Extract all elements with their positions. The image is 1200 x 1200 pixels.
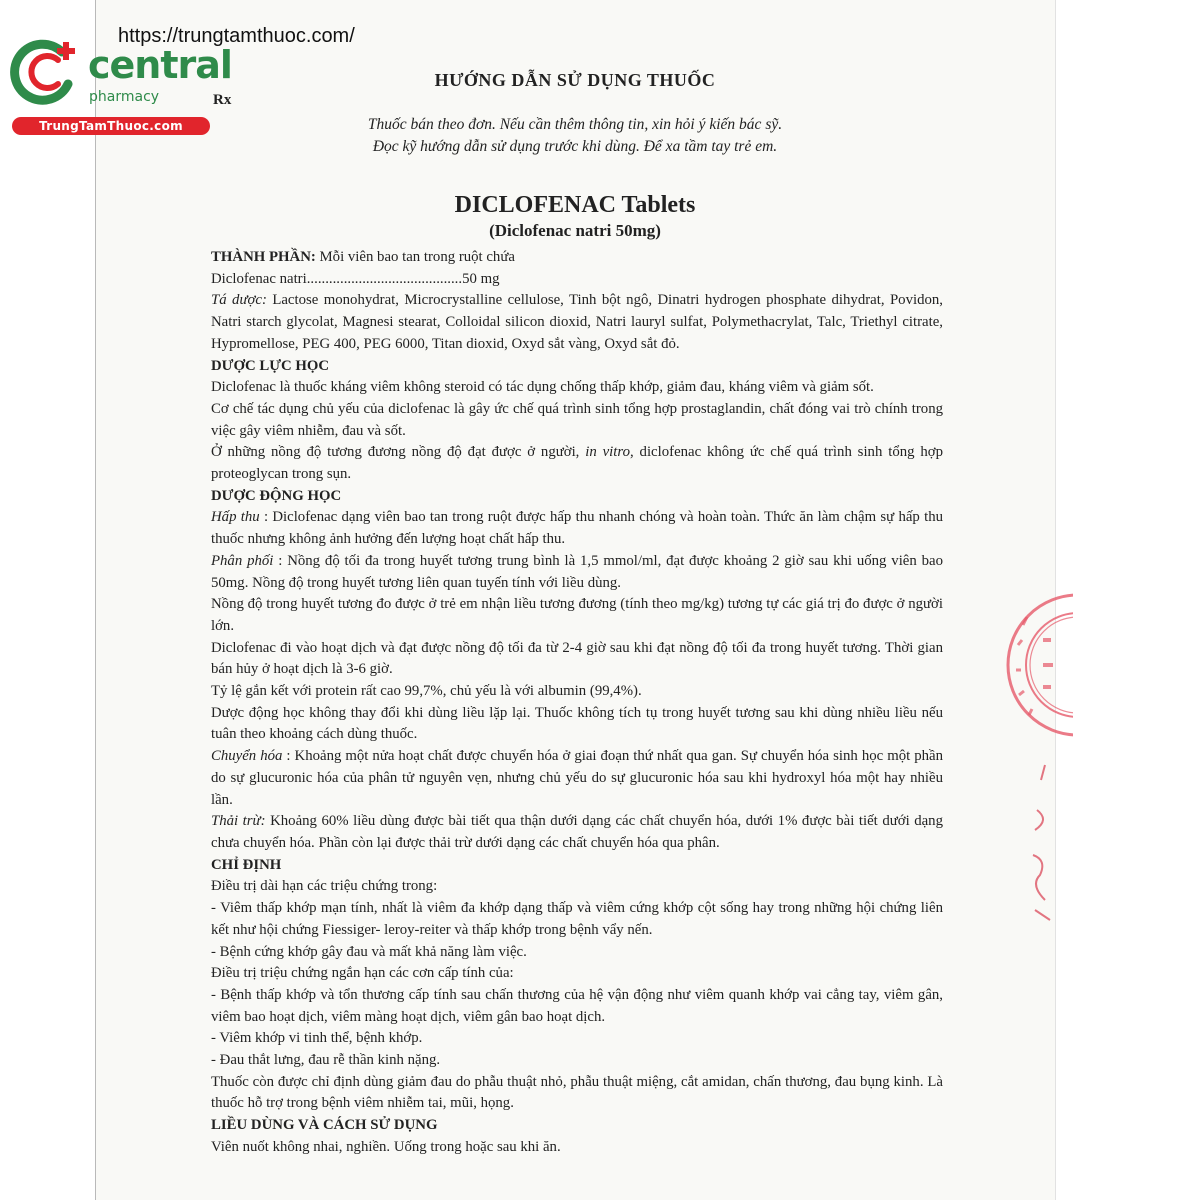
excipient-label: Tá dược: — [211, 292, 267, 309]
paragraph: Diclofenac là thuốc kháng viêm không steroid có tác dụng chống thấp khớp, giảm đau, kháng viêm và giảm sốt. — [211, 379, 874, 396]
paragraph: Thuốc còn được chỉ định dùng giảm đau do phẫu thuật nhỏ, phẫu thuật miệng, cắt amidan, chấn thương, đau bụng kinh. Là thuốc hỗ trợ trong bệnh viêm nhiễm tai, mũi, họng. — [211, 1073, 943, 1112]
paragraph: Điều trị triệu chứng ngắn hạn các cơn cấp tính của: — [211, 965, 514, 982]
distribution: Phân phối : Nồng độ tối đa trong huyết tương trung bình là 1,5 mmol/ml, đạt được khoảng 2 giờ sau khi uống viên bao 50mg. Nồng độ trong huyết tương liên quan tuyến tính với liều dùng. — [211, 552, 943, 591]
paragraph: Nồng độ trong huyết tương đo được ở trẻ em nhận liều tương đương (tính theo mg/kg) tương tự các giá trị đo được ở người lớn. — [211, 596, 943, 634]
logo-banner[interactable]: TrungTamThuoc.com — [12, 117, 210, 135]
logo-name: central — [88, 43, 232, 87]
pharmacokinetics-heading: DƯỢC ĐỘNG HỌC — [211, 487, 342, 504]
elimination: Thải trừ: Khoảng 60% liều dùng được bài tiết qua thận dưới dạng các chất chuyển hóa, dưới 1% được bài tiết dưới dạng chưa chuyển hóa. Phần còn lại được thải trừ dưới dạng các chất chuyển hóa qua phân. — [211, 813, 943, 851]
logo-subtitle: pharmacy — [89, 89, 160, 105]
list-item: - Bệnh thấp khớp và tổn thương cấp tính sau chấn thương của hệ vận động như viêm quanh khớp vai cẳng tay, viêm gân, viêm bao hoạt dịch, viêm màng hoạt dịch, viêm gân bao hoạt dịch. — [211, 986, 943, 1025]
paragraph: Ở những nồng độ tương đương nồng độ đạt được ở người, in vitro, diclofenac không ức chế quá trình sinh tổng hợp proteoglycan trong sụn. — [211, 444, 943, 483]
product-name: DICLOFENAC Tablets — [454, 192, 696, 218]
signature-mark-icon — [1015, 760, 1060, 930]
product-strength: (Diclofenac natri 50mg) — [489, 221, 661, 240]
composition-line: Diclofenac natri..........................................50 mg — [211, 270, 500, 287]
list-item: - Viêm khớp vi tinh thể, bệnh khớp. — [211, 1030, 423, 1047]
paragraph: Điều trị dài hạn các triệu chứng trong: — [211, 878, 438, 895]
page-edge — [95, 0, 96, 1200]
pharmacodynamics-heading: DƯỢC LỰC HỌC — [211, 357, 330, 374]
list-item: - Đau thắt lưng, đau rễ thần kinh nặng. — [211, 1052, 441, 1069]
paragraph: Diclofenac đi vào hoạt dịch và đạt được nồng độ tối đa từ 2-4 giờ sau khi đạt nồng độ tối đa trong huyết tương. Thời gian bán hủy ở hoạt dịch là 3-6 giờ. — [211, 639, 943, 678]
read-instructions-warning: Đọc kỹ hướng dẫn sử dụng trước khi dùng. Để xa tầm tay trẻ em. — [372, 138, 778, 155]
composition-heading: THÀNH PHẦN: — [211, 249, 316, 265]
excipients: Tá dược: Lactose monohydrat, Microcrystalline cellulose, Tinh bột ngô, Dinatri hydrogen phosphate dihydrat, Povidon, Natri starch glycolat, Magnesi stearat, Colloidal silicon dioxid, Natri lauryl sulfat, Polymethacrylat, Talc, Triethyl citrate, Hypromellose, PEG 400, PEG 6000, Titan dioxid, Oxyd sắt vàng, Oxyd sắt đỏ. — [211, 292, 943, 352]
list-item: - Bệnh cứng khớp gây đau và mất khả năng làm việc. — [211, 943, 527, 960]
company-stamp-icon — [1003, 585, 1073, 745]
dosage-heading: LIỀU DÙNG VÀ CÁCH SỬ DỤNG — [211, 1117, 438, 1134]
document-body — [211, 247, 943, 1159]
prescription-warning: Thuốc bán theo đơn. Nếu cần thêm thông tin, xin hỏi ý kiến bác sỹ. — [367, 116, 783, 133]
website-url[interactable]: https://trungtamthuoc.com/ — [118, 25, 355, 47]
composition-intro: THÀNH PHẦN: Mỗi viên bao tan trong ruột chứa — [211, 249, 515, 265]
list-item: - Viêm thấp khớp mạn tính, nhất là viêm đa khớp dạng thấp và viêm cứng khớp cột sống hay trong những hội chứng liên kết như hội chứng Fiessiger- leroy-reiter và thấp khớp trong bệnh vẩy nến. — [211, 900, 943, 938]
indications-heading: CHỈ ĐỊNH — [211, 856, 282, 873]
paragraph: Viên nuốt không nhai, nghiền. Uống trong hoặc sau khi ăn. — [211, 1138, 561, 1155]
metabolism: Chuyển hóa : Khoảng một nửa hoạt chất được chuyển hóa ở giai đoạn thứ nhất qua gan. Sự chuyển hóa sinh học một phần do sự glucuronic hóa của phân tử nguyên vẹn, nhưng chủ yếu do sự glucuronic hóa sau khi hydroxyl hóa một hay nhiều lần. — [211, 748, 943, 808]
absorption: Hấp thu : Diclofenac dạng viên bao tan trong ruột được hấp thu nhanh chóng và hoàn toàn. Thức ăn làm chậm sự hấp thu thuốc nhưng không ảnh hưởng đến lượng hoạt chất hấp thu. — [211, 509, 943, 548]
paragraph: Tỷ lệ gắn kết với protein rất cao 99,7%, chủ yếu là với albumin (99,4%). — [211, 683, 642, 700]
document-title: HƯỚNG DẪN SỬ DỤNG THUỐC — [434, 70, 716, 90]
paragraph: Cơ chế tác dụng chủ yếu của diclofenac là gây ức chế quá trình sinh tổng hợp prostaglandin, chất đóng vai trò chính trong việc gây viêm nhiễm, đau và sốt. — [211, 400, 943, 439]
rx-label: Rx — [213, 92, 232, 108]
paragraph: Dược động học không thay đổi khi dùng liều lặp lại. Thuốc không tích tụ trong huyết tương sau khi dùng nhiều liều nếu tuân theo khoảng cách dùng thuốc. — [211, 704, 943, 743]
